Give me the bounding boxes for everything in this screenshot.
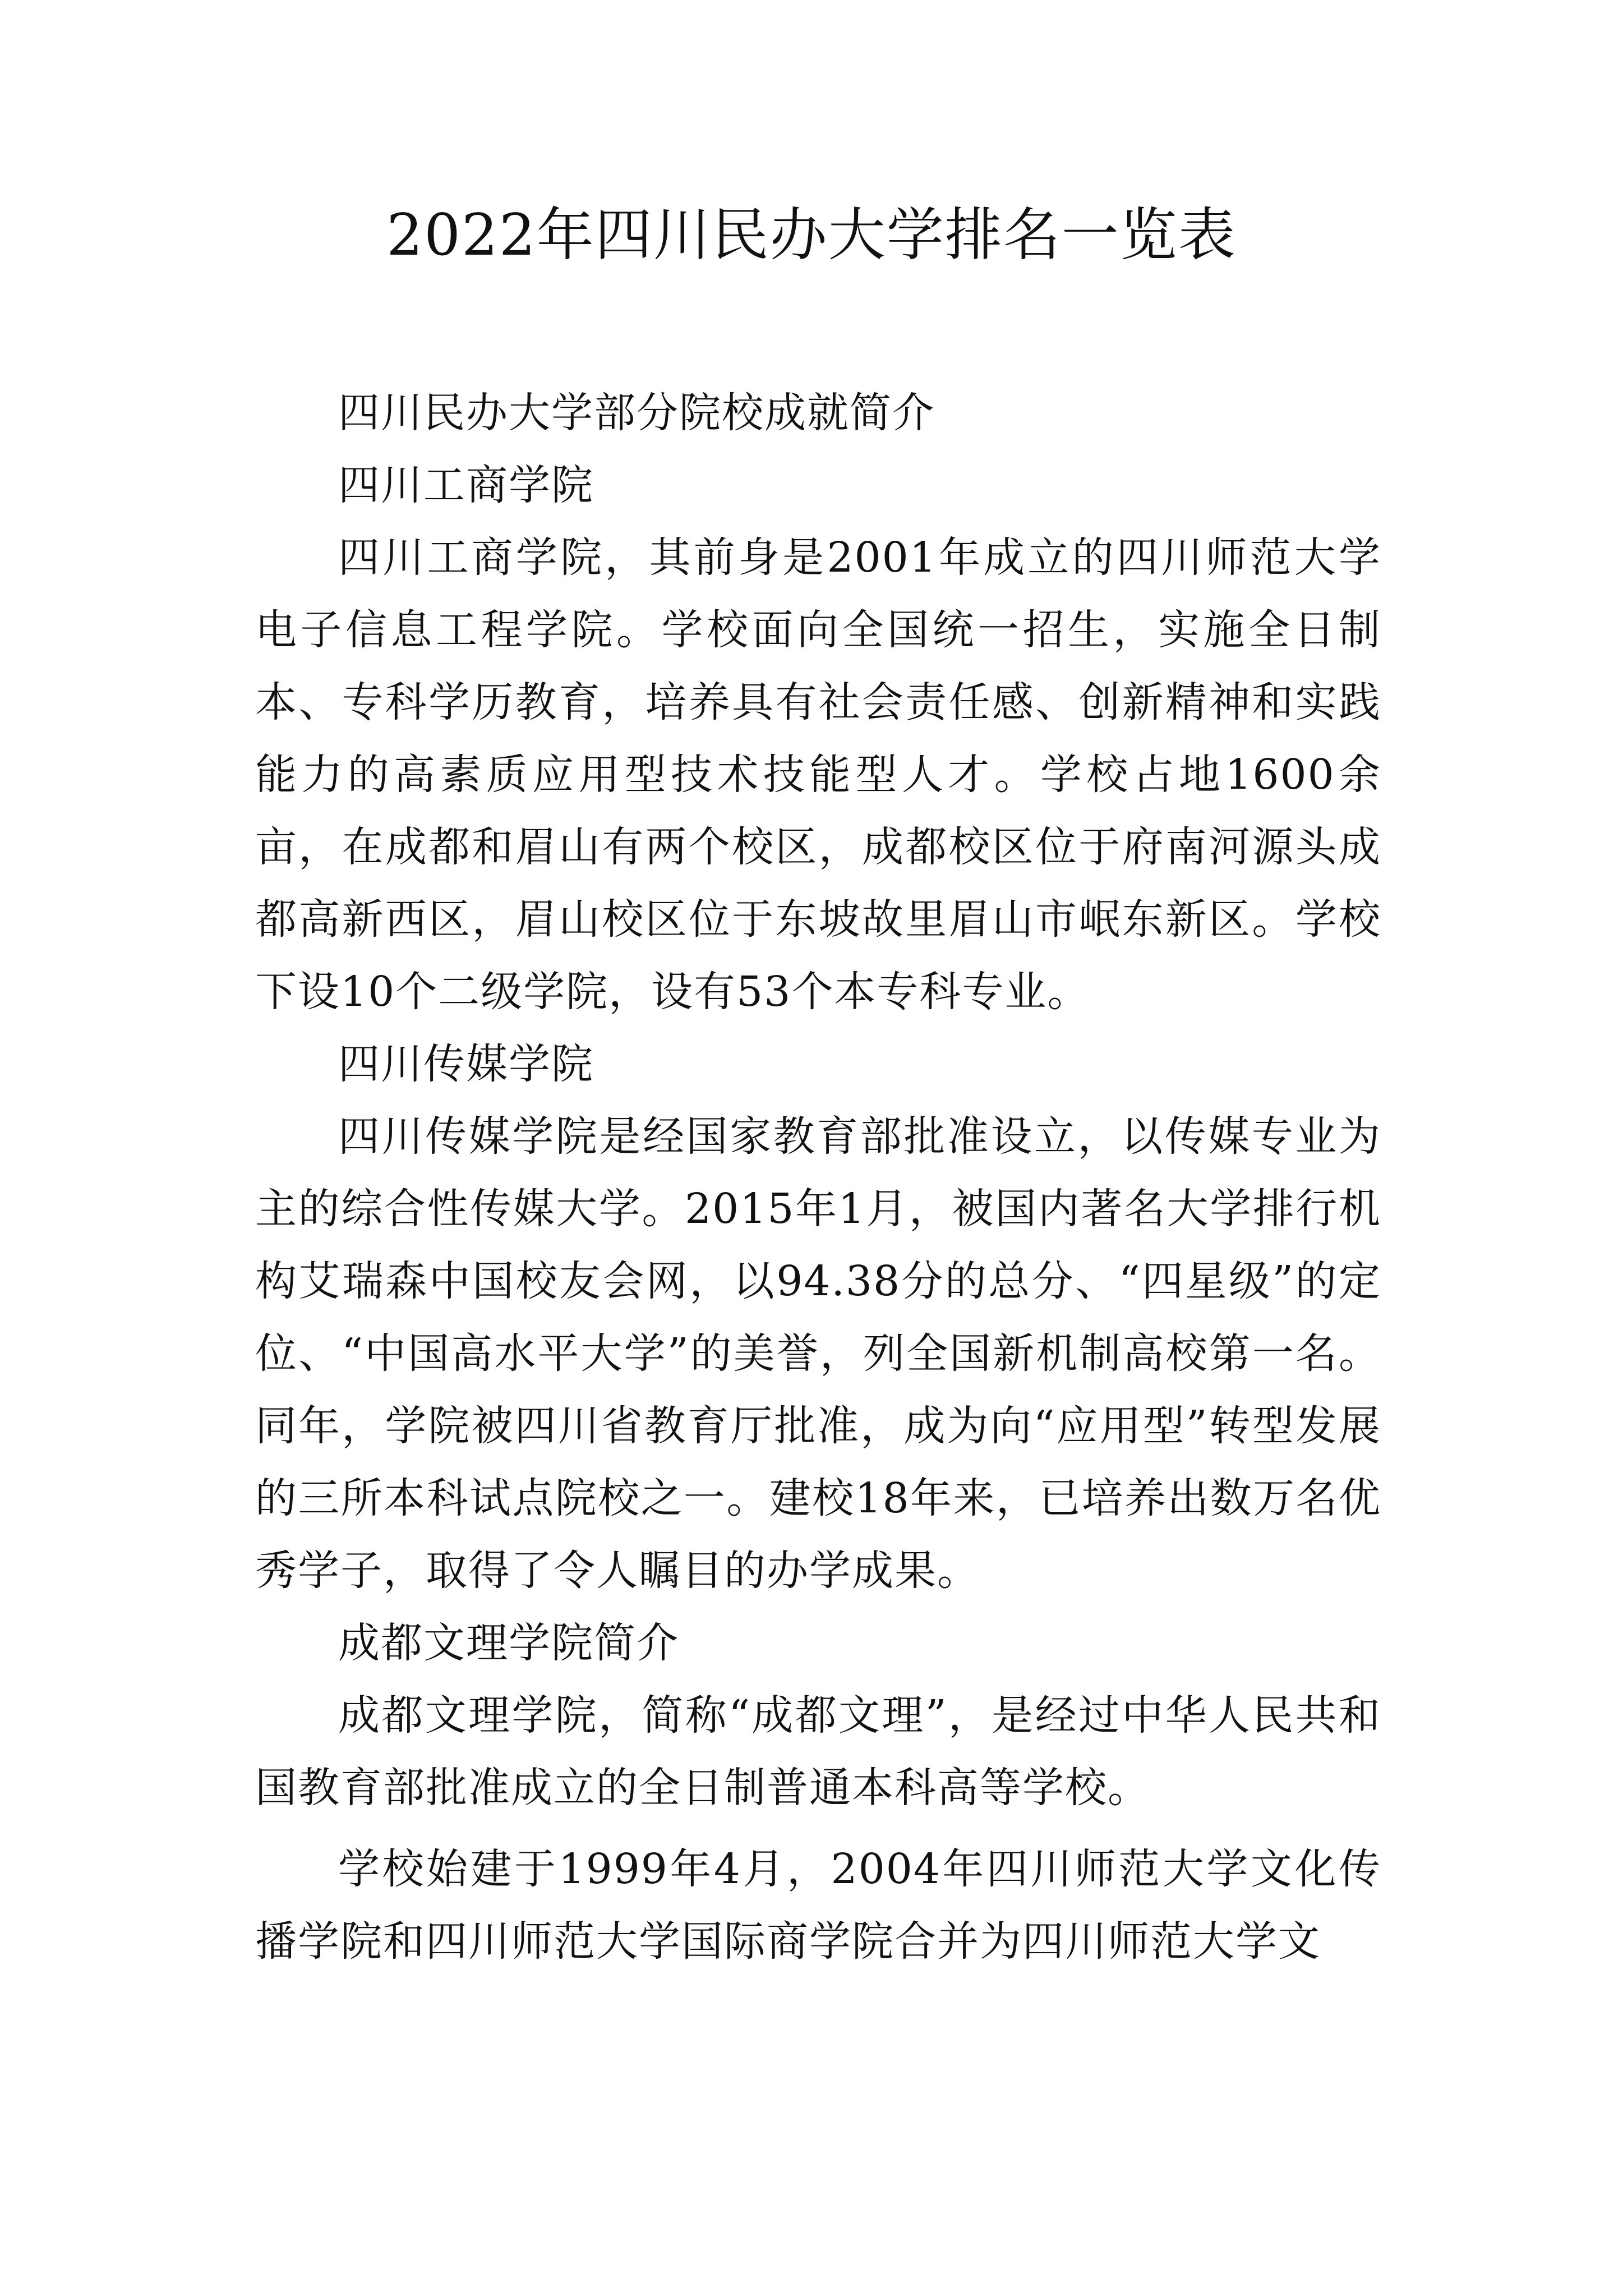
section-intro-heading: 四川民办大学部分院校成就简介 [338,389,935,437]
school-name-sichuan-technology-business: 四川工商学院 [338,461,594,509]
school-description-sichuan-media: 四川传媒学院是经国家教育部批准设立，以传媒专业为主的综合性传媒大学。2015年1月，被国内著名大学排行机构艾瑞森中国校友会网，以94.38分的总分、“四星级”的定位、“中国高水平大学”的美誉，列全国新机制高校第一名。同年，学院被四川省教育厅批准，成为向“应用型”转型发展的三所本科试点院校之一。建校18年来，已培养出数万名优秀学子，取得了令人瞩目的办学成果。 [255,1112,1381,1595]
school-description-chengdu-arts-sciences-1: 成都文理学院，简称“成都文理”，是经过中华人民共和国教育部批准成立的全日制普通本科高等学校。 [255,1691,1381,1812]
school-description-sichuan-technology-business: 四川工商学院，其前身是2001年成立的四川师范大学电子信息工程学院。学校面向全国统一招生，实施全日制本、专科学历教育，培养具有社会责任感、创新精神和实践能力的高素质应用型技术技能型人才。学校占地1600余亩，在成都和眉山有两个校区，成都校区位于府南河源头成都高新西区，眉山校区位于东坡故里眉山市岷东新区。学校下设10个二级学院，设有53个本专科专业。 [255,533,1381,1016]
document-title: 2022年四川民办大学排名一览表 [386,202,1237,269]
school-name-sichuan-media: 四川传媒学院 [338,1040,594,1088]
document-body [255,377,1381,1978]
school-name-chengdu-arts-sciences: 成都文理学院简介 [338,1619,679,1667]
school-description-chengdu-arts-sciences-2: 学校始建于1999年4月，2004年四川师范大学文化传播学院和四川师范大学国际商学院合并为四川师范大学文 [255,1845,1381,1966]
